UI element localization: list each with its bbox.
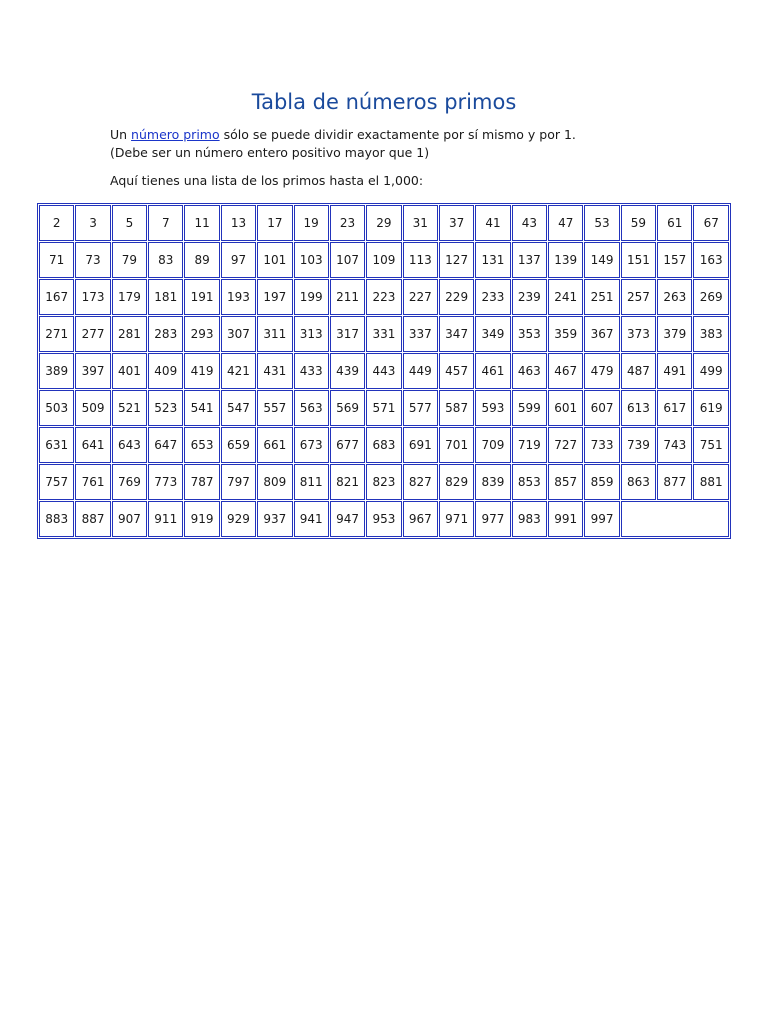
intro-line-1 (110, 126, 576, 144)
prime-cell: 431 (257, 353, 292, 389)
prime-cell: 929 (221, 501, 256, 537)
prime-cell: 281 (112, 316, 147, 352)
prime-cell: 859 (584, 464, 619, 500)
prime-cell: 479 (584, 353, 619, 389)
table-row (39, 501, 729, 537)
prime-cell: 389 (39, 353, 74, 389)
prime-cell: 941 (294, 501, 329, 537)
prime-cell: 359 (548, 316, 583, 352)
prime-cell: 797 (221, 464, 256, 500)
prime-cell: 11 (184, 205, 219, 241)
prime-cell: 983 (512, 501, 547, 537)
prime-cell: 337 (403, 316, 438, 352)
prime-cell: 73 (75, 242, 110, 278)
prime-cell: 421 (221, 353, 256, 389)
prime-cell: 587 (439, 390, 474, 426)
prime-cell: 103 (294, 242, 329, 278)
empty-cell (621, 501, 729, 537)
prime-cell: 773 (148, 464, 183, 500)
prime-cell: 631 (39, 427, 74, 463)
prime-cell: 227 (403, 279, 438, 315)
list-intro-text: Aquí tienes una lista de los primos hasta el 1,000: (110, 173, 424, 188)
prime-cell: 157 (657, 242, 692, 278)
prime-cell: 349 (475, 316, 510, 352)
prime-cell: 263 (657, 279, 692, 315)
prime-cell: 317 (330, 316, 365, 352)
prime-cell: 619 (693, 390, 729, 426)
prime-cell: 701 (439, 427, 474, 463)
prime-cell: 599 (512, 390, 547, 426)
table-row (39, 279, 729, 315)
intro-line-2: (Debe ser un número entero positivo mayor que 1) (110, 145, 430, 160)
prime-cell: 811 (294, 464, 329, 500)
prime-cell: 13 (221, 205, 256, 241)
prime-cell: 593 (475, 390, 510, 426)
prime-cell: 643 (112, 427, 147, 463)
prime-cell: 727 (548, 427, 583, 463)
prime-cell: 733 (584, 427, 619, 463)
prime-cell: 17 (257, 205, 292, 241)
prime-cell: 449 (403, 353, 438, 389)
prime-cell: 607 (584, 390, 619, 426)
prime-cell: 887 (75, 501, 110, 537)
prime-cell: 191 (184, 279, 219, 315)
prime-cell: 503 (39, 390, 74, 426)
prime-cell: 577 (403, 390, 438, 426)
prime-cell: 3 (75, 205, 110, 241)
prime-cell: 31 (403, 205, 438, 241)
prime-cell: 347 (439, 316, 474, 352)
prime-cell: 881 (693, 464, 729, 500)
prime-cell: 41 (475, 205, 510, 241)
prime-cell: 997 (584, 501, 619, 537)
prime-cell: 557 (257, 390, 292, 426)
prime-cell: 109 (366, 242, 401, 278)
prime-cell: 43 (512, 205, 547, 241)
prime-cell: 821 (330, 464, 365, 500)
prime-cell: 857 (548, 464, 583, 500)
prime-cell: 419 (184, 353, 219, 389)
intro-prefix: Un (110, 127, 132, 142)
page-title: Tabla de números primos (251, 90, 517, 114)
prime-cell: 59 (621, 205, 656, 241)
prime-cell: 991 (548, 501, 583, 537)
prime-cell: 977 (475, 501, 510, 537)
prime-cell: 911 (148, 501, 183, 537)
prime-cell: 487 (621, 353, 656, 389)
prime-cell: 659 (221, 427, 256, 463)
table-row (39, 242, 729, 278)
prime-cell: 709 (475, 427, 510, 463)
prime-cell: 239 (512, 279, 547, 315)
prime-cell: 673 (294, 427, 329, 463)
intro-text (110, 126, 576, 162)
prime-cell: 653 (184, 427, 219, 463)
prime-cell: 761 (75, 464, 110, 500)
prime-cell: 331 (366, 316, 401, 352)
primes-table-body (39, 205, 729, 537)
prime-cell: 491 (657, 353, 692, 389)
prime-cell: 197 (257, 279, 292, 315)
prime-cell: 907 (112, 501, 147, 537)
prime-cell: 397 (75, 353, 110, 389)
prime-cell: 23 (330, 205, 365, 241)
prime-cell: 499 (693, 353, 729, 389)
prime-cell: 439 (330, 353, 365, 389)
prime-cell: 563 (294, 390, 329, 426)
table-row (39, 205, 729, 241)
prime-cell: 89 (184, 242, 219, 278)
prime-cell: 677 (330, 427, 365, 463)
prime-cell: 547 (221, 390, 256, 426)
prime-cell: 313 (294, 316, 329, 352)
prime-cell: 571 (366, 390, 401, 426)
prime-cell: 569 (330, 390, 365, 426)
prime-cell: 839 (475, 464, 510, 500)
prime-cell: 719 (512, 427, 547, 463)
prime-cell: 179 (112, 279, 147, 315)
prime-cell: 83 (148, 242, 183, 278)
table-row (39, 464, 729, 500)
prime-cell: 223 (366, 279, 401, 315)
prime-cell: 283 (148, 316, 183, 352)
prime-cell: 137 (512, 242, 547, 278)
prime-cell: 443 (366, 353, 401, 389)
prime-cell: 433 (294, 353, 329, 389)
intro-suffix: sólo se puede dividir exactamente por sí mismo y por 1. (219, 127, 576, 142)
table-row (39, 353, 729, 389)
prime-cell: 79 (112, 242, 147, 278)
prime-cell: 521 (112, 390, 147, 426)
prime-cell: 691 (403, 427, 438, 463)
prime-cell: 233 (475, 279, 510, 315)
prime-cell: 2 (39, 205, 74, 241)
prime-cell: 409 (148, 353, 183, 389)
prime-cell: 541 (184, 390, 219, 426)
prime-cell: 919 (184, 501, 219, 537)
prime-cell: 953 (366, 501, 401, 537)
prime-cell: 661 (257, 427, 292, 463)
prime-cell: 47 (548, 205, 583, 241)
prime-cell: 509 (75, 390, 110, 426)
prime-cell: 173 (75, 279, 110, 315)
prime-cell: 269 (693, 279, 729, 315)
prime-cell: 883 (39, 501, 74, 537)
prime-cell: 467 (548, 353, 583, 389)
prime-cell: 167 (39, 279, 74, 315)
prime-cell: 683 (366, 427, 401, 463)
prime-cell: 257 (621, 279, 656, 315)
prime-cell: 787 (184, 464, 219, 500)
prime-cell: 163 (693, 242, 729, 278)
prime-cell: 823 (366, 464, 401, 500)
prime-cell: 113 (403, 242, 438, 278)
table-row (39, 427, 729, 463)
prime-cell: 71 (39, 242, 74, 278)
prime-cell: 853 (512, 464, 547, 500)
prime-cell: 37 (439, 205, 474, 241)
prime-cell: 19 (294, 205, 329, 241)
prime-cell: 641 (75, 427, 110, 463)
prime-cell: 293 (184, 316, 219, 352)
prime-cell: 461 (475, 353, 510, 389)
prime-cell: 97 (221, 242, 256, 278)
table-row (39, 316, 729, 352)
prime-cell: 937 (257, 501, 292, 537)
prime-cell: 7 (148, 205, 183, 241)
prime-cell: 947 (330, 501, 365, 537)
primes-table (37, 203, 731, 539)
prime-cell: 307 (221, 316, 256, 352)
prime-cell: 829 (439, 464, 474, 500)
prime-cell: 181 (148, 279, 183, 315)
prime-cell: 311 (257, 316, 292, 352)
prime-cell: 149 (584, 242, 619, 278)
prime-cell: 613 (621, 390, 656, 426)
prime-cell: 401 (112, 353, 147, 389)
prime-cell: 271 (39, 316, 74, 352)
prime-cell: 229 (439, 279, 474, 315)
prime-cell: 199 (294, 279, 329, 315)
prime-cell: 127 (439, 242, 474, 278)
prime-cell: 383 (693, 316, 729, 352)
prime-cell: 53 (584, 205, 619, 241)
prime-cell: 251 (584, 279, 619, 315)
prime-cell: 743 (657, 427, 692, 463)
prime-cell: 809 (257, 464, 292, 500)
prime-cell: 61 (657, 205, 692, 241)
prime-cell: 601 (548, 390, 583, 426)
prime-cell: 739 (621, 427, 656, 463)
prime-cell: 107 (330, 242, 365, 278)
prime-cell: 379 (657, 316, 692, 352)
prime-cell: 647 (148, 427, 183, 463)
prime-cell: 757 (39, 464, 74, 500)
prime-cell: 373 (621, 316, 656, 352)
prime-cell: 131 (475, 242, 510, 278)
prime-cell: 277 (75, 316, 110, 352)
prime-cell: 67 (693, 205, 729, 241)
prime-cell: 877 (657, 464, 692, 500)
prime-cell: 353 (512, 316, 547, 352)
prime-cell: 457 (439, 353, 474, 389)
prime-cell: 617 (657, 390, 692, 426)
prime-cell: 193 (221, 279, 256, 315)
prime-cell: 211 (330, 279, 365, 315)
prime-cell: 971 (439, 501, 474, 537)
prime-cell: 967 (403, 501, 438, 537)
prime-cell: 523 (148, 390, 183, 426)
prime-number-link[interactable]: número primo (131, 127, 220, 142)
table-row (39, 390, 729, 426)
prime-cell: 463 (512, 353, 547, 389)
prime-cell: 367 (584, 316, 619, 352)
prime-cell: 863 (621, 464, 656, 500)
prime-cell: 751 (693, 427, 729, 463)
prime-cell: 769 (112, 464, 147, 500)
prime-cell: 139 (548, 242, 583, 278)
prime-cell: 241 (548, 279, 583, 315)
prime-cell: 151 (621, 242, 656, 278)
prime-cell: 29 (366, 205, 401, 241)
prime-cell: 827 (403, 464, 438, 500)
prime-cell: 5 (112, 205, 147, 241)
prime-cell: 101 (257, 242, 292, 278)
